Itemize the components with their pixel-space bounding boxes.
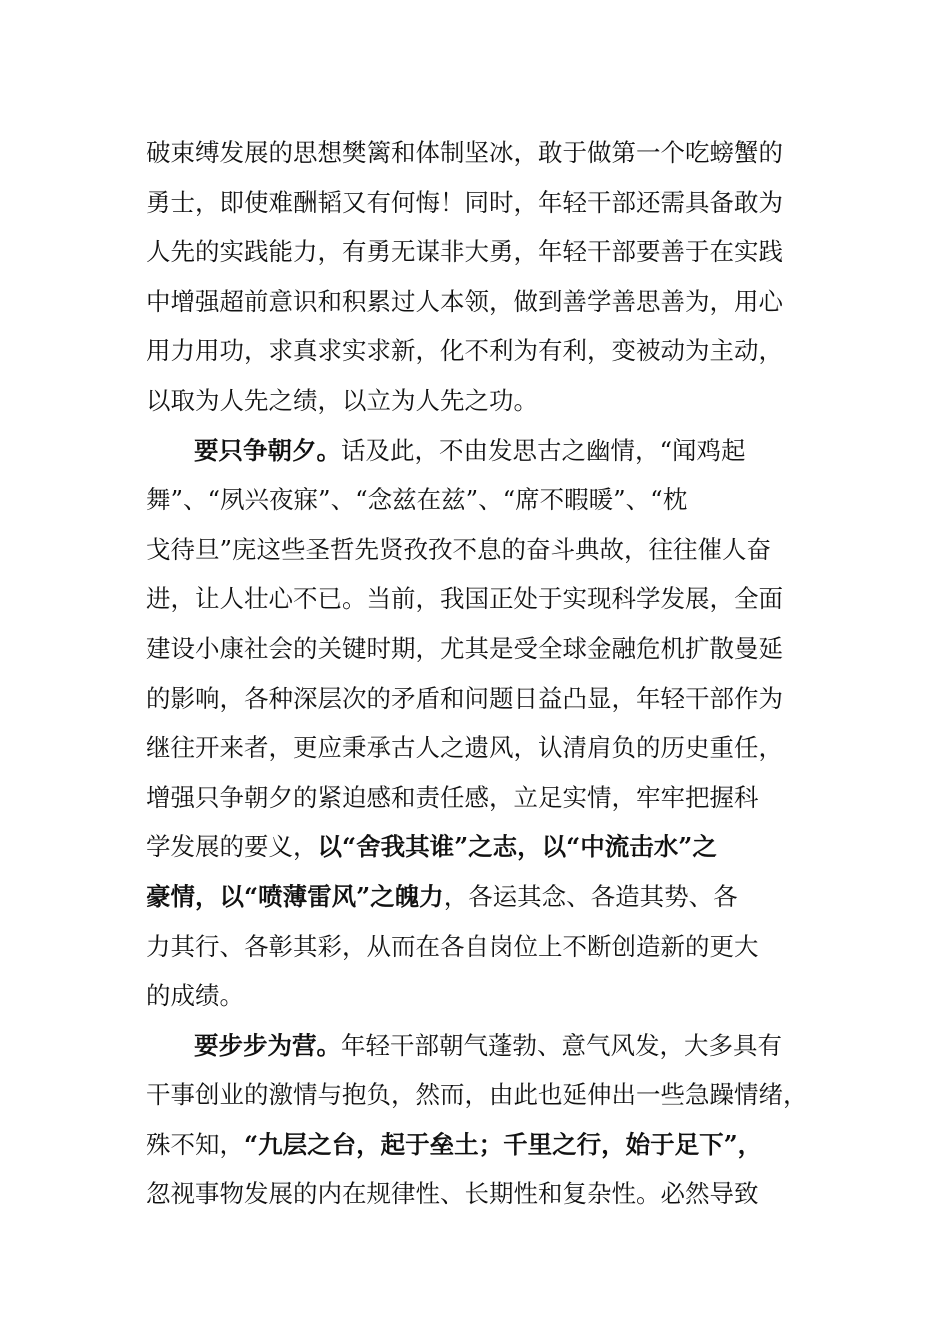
text-run: ，各运其念、各造其势、各 (443, 881, 738, 911)
document-page (146, 128, 806, 1219)
text-line: 进，让人壮心不已。当前，我国正处于实现科学发展，全面 (146, 584, 783, 614)
section-heading: 要步步为营。 (194, 1030, 341, 1060)
text-line: 干事创业的激情与抱负，然而，由此也延伸出一些急躁情绪， (146, 1080, 808, 1110)
text-line: 破束缚发展的思想樊篱和体制坚冰，敢于做第一个吃螃蟹的 (146, 138, 783, 167)
text-line: 建设小康社会的关键时期，尤其是受全球金融危机扩散曼延 (146, 633, 783, 663)
text-line: 力其行、各彰其彩，从而在各自岗位上不断创造新的更大 (146, 931, 759, 961)
bold-run: “九层之台，起于垒土；千里之行，始于足下”， (244, 1129, 763, 1159)
text-line (146, 872, 806, 922)
text-line (146, 426, 806, 476)
text-line: 增强只争朝夕的紧迫感和责任感，立足实情，牢牢把握科 (146, 782, 759, 812)
text-line: 舞”、“夙兴夜寐”、“念兹在兹”、“席不暇暖”、“枕 (146, 485, 688, 515)
text-line (146, 1021, 806, 1071)
text-line: 中增强超前意识和积累过人本领，做到善学善思善为，用心 (146, 286, 783, 316)
text-line: 继往开来者，更应秉承古人之遗风，认清肩负的历史重任， (146, 733, 783, 763)
text-line: 的成绩。 (146, 981, 244, 1011)
text-line (146, 822, 806, 872)
text-line: 勇士，即使难酬韬又有何悔！同时，年轻干部还需具备敢为 (146, 187, 783, 217)
text-run: 殊不知， (146, 1129, 244, 1159)
text-line: 忽视事物发展的内在规律性、长期性和复杂性。必然导致 (146, 1179, 759, 1209)
bold-run: 以“舍我其谁”之志，以“中流击水”之 (317, 832, 717, 862)
paragraph-1 (146, 128, 806, 426)
text-line: 戈待旦”庑这些圣哲先贤孜孜不息的奋斗典故，往往催人奋 (146, 534, 772, 564)
text-line: 人先的实践能力，有勇无谋非大勇，年轻干部要善于在实践 (146, 237, 783, 267)
text-line: 的影响，各种深层次的矛盾和问题日益凸显，年轻干部作为 (146, 683, 783, 713)
paragraph-2 (146, 426, 806, 1021)
text-line: 用力用功，求真求实求新，化不利为有利，变被动为主动， (146, 336, 783, 366)
bold-run: 豪情，以“喷薄雷风”之魄力 (146, 881, 444, 911)
text-run: 学发展的要义， (146, 832, 318, 862)
section-heading: 要只争朝夕。 (194, 435, 341, 465)
text-line (146, 1120, 806, 1170)
text-run: 话及此，不由发思古之幽情，“闻鸡起 (341, 435, 746, 465)
paragraph-3 (146, 1021, 806, 1219)
text-line: 以取为人先之绩，以立为人先之功。 (146, 385, 538, 415)
text-run: 年轻干部朝气蓬勃、意气风发，大多具有 (341, 1030, 782, 1060)
